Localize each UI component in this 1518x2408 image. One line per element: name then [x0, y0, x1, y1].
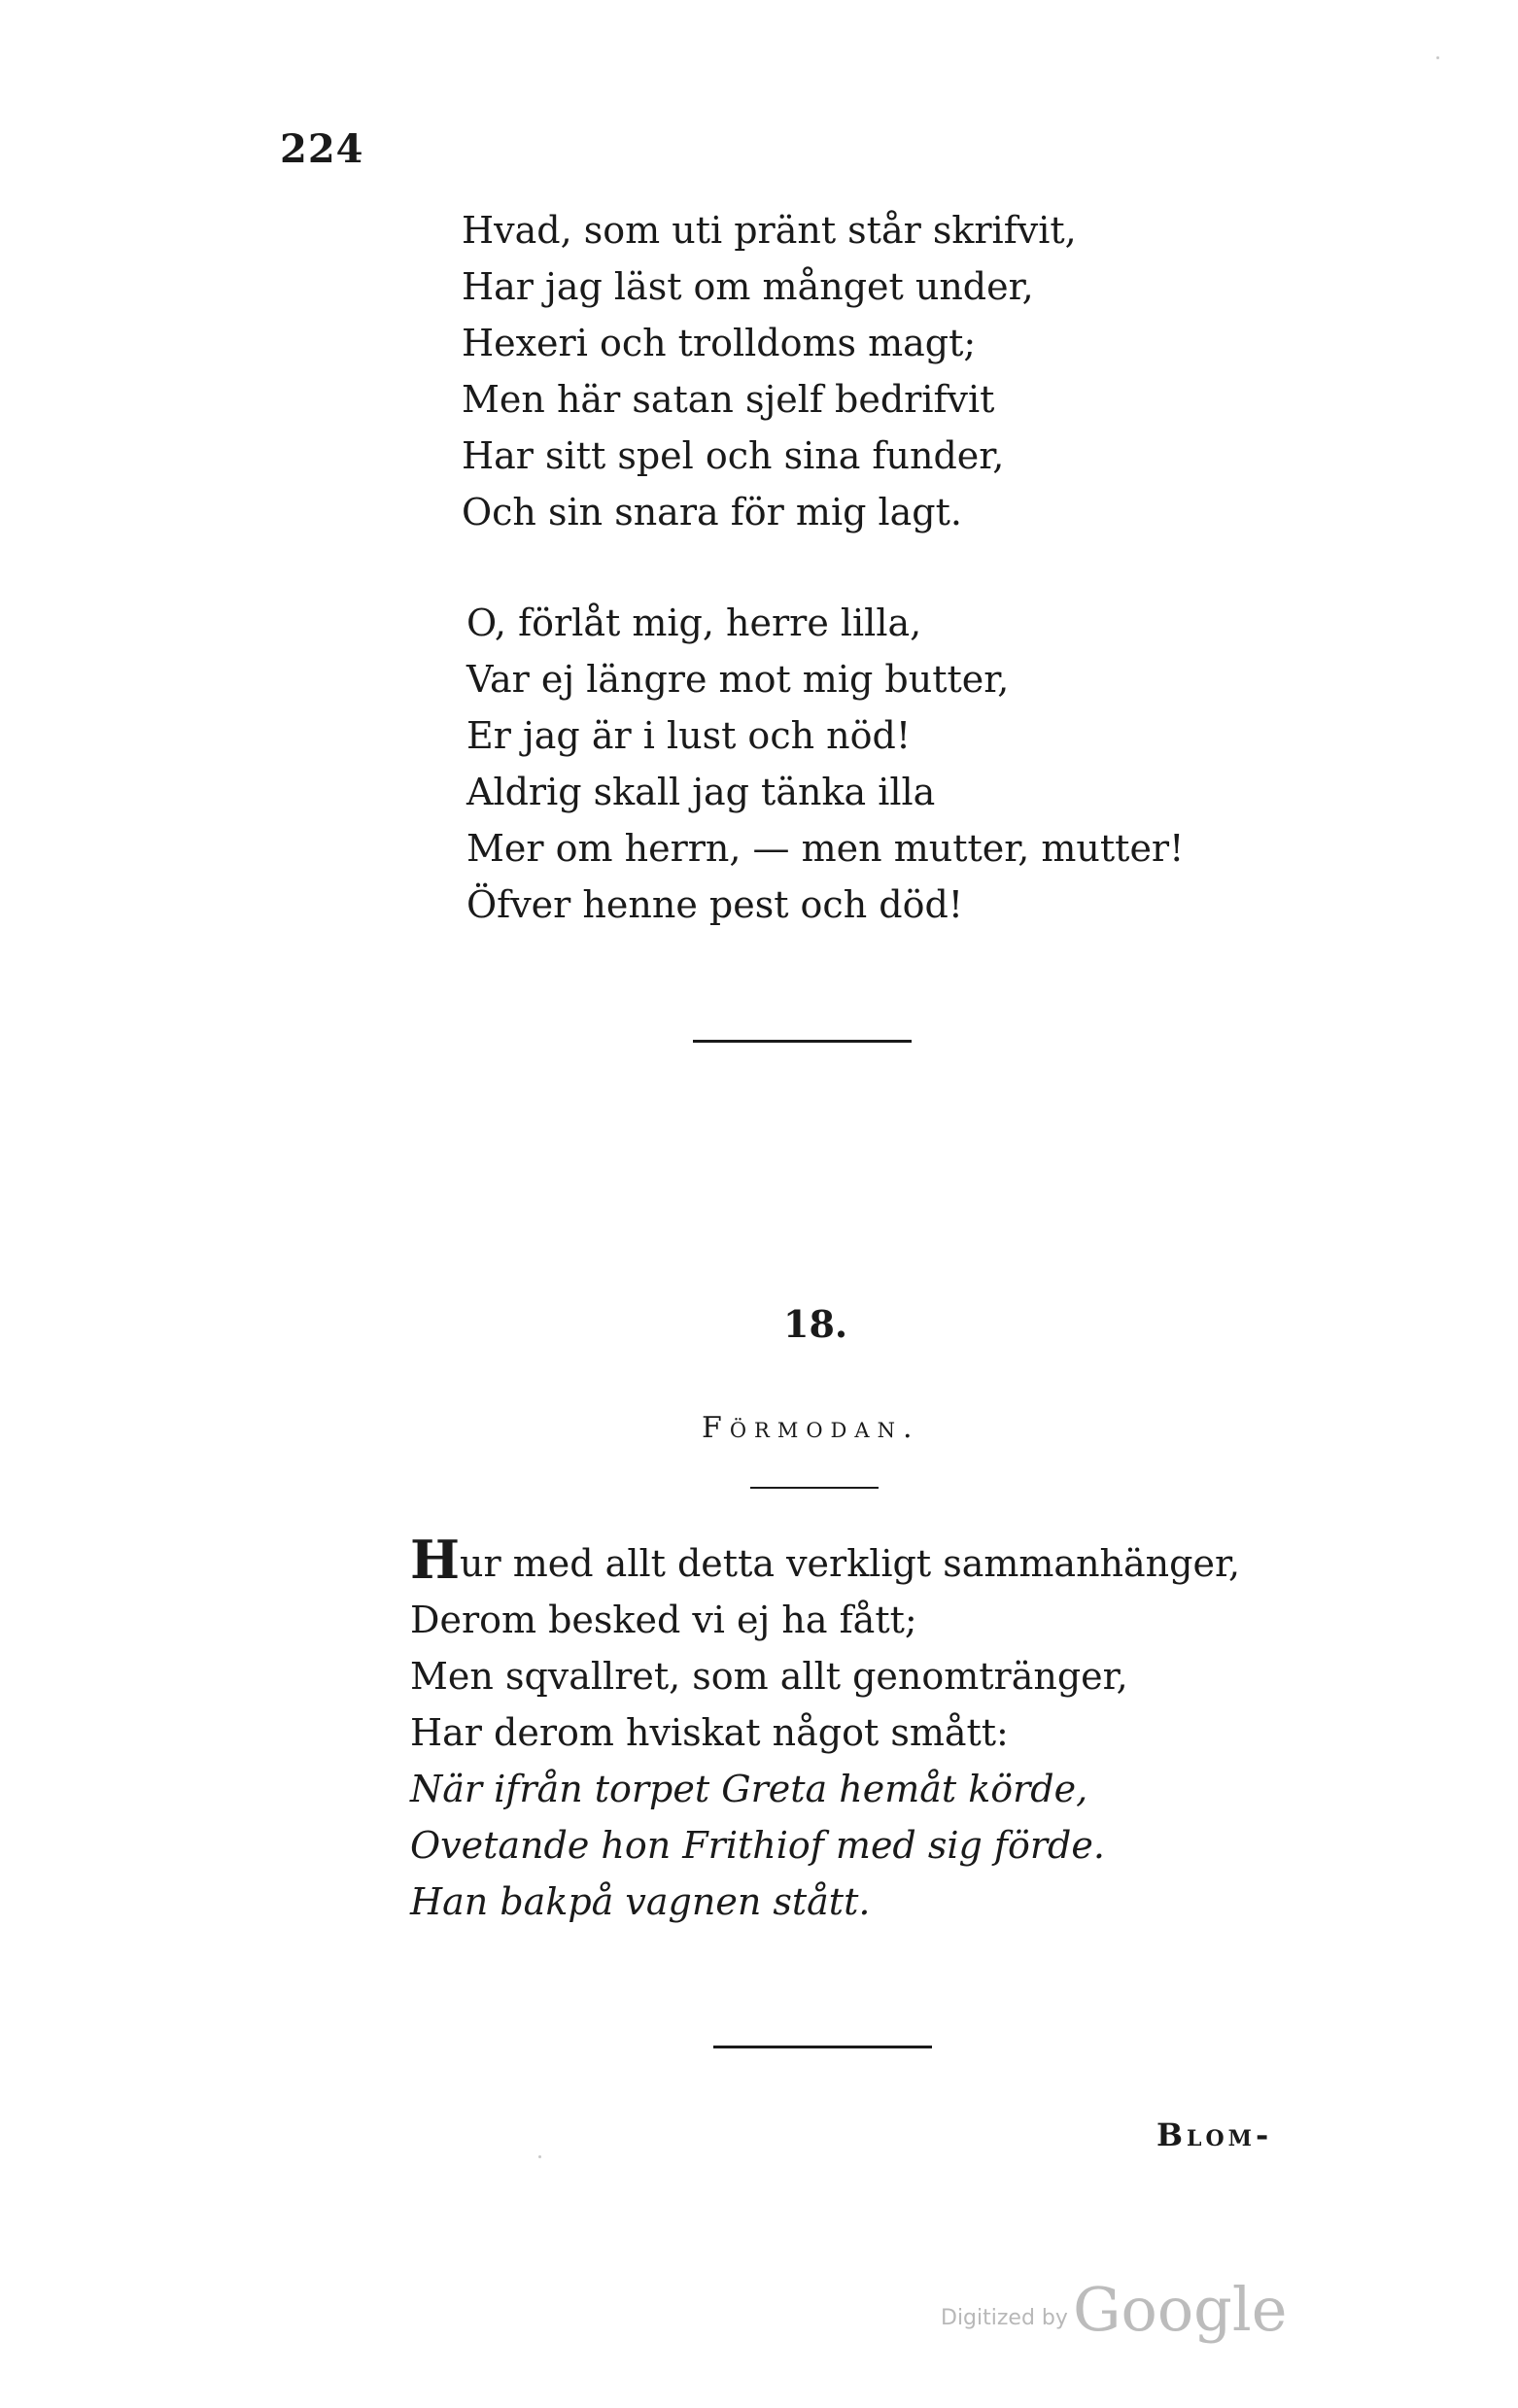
verse-line-italic: Ovetande hon Frithiof med sig förde.: [410, 1824, 1105, 1867]
stanza-1: [462, 202, 1077, 540]
catchword: Blom-: [1156, 2116, 1273, 2153]
verse-line: Var ej längre mot mig butter,: [466, 658, 1010, 701]
verse-line: Hexeri och trolldoms magt;: [462, 322, 977, 364]
poem-number: 18.: [783, 1302, 848, 1346]
verse-line: Öfver henne pest och död!: [466, 883, 964, 926]
verse-line: Har jag läst om månget under,: [462, 265, 1034, 308]
poem-title: Förmodan.: [702, 1411, 920, 1445]
verse-line: Har sitt spel och sina funder,: [462, 434, 1005, 477]
drop-cap: H: [410, 1529, 461, 1591]
verse-line: O, förlåt mig, herre lilla,: [466, 602, 922, 644]
verse-line: Mer om herrn, — men mutter, mutter!: [466, 827, 1185, 870]
stanza-2: [466, 595, 1184, 933]
verse-line-italic: Han bakpå vagnen stått.: [410, 1880, 871, 1923]
verse-line: Har derom hviskat något smått:: [410, 1711, 1009, 1754]
title-divider: [750, 1487, 879, 1489]
paper-speck: [538, 2155, 541, 2158]
verse-line-first: [410, 1529, 1241, 1592]
paper-speck: [1436, 56, 1439, 59]
watermark-brand: Google: [1073, 2274, 1288, 2345]
poem-stanza: [410, 1529, 1241, 1930]
watermark-prefix: Digitized by: [941, 2306, 1068, 2330]
verse-line: Men här satan sjelf bedrifvit: [462, 378, 995, 421]
verse-line: Aldrig skall jag tänka illa: [466, 771, 936, 813]
page-number: 224: [280, 126, 364, 172]
end-divider: [713, 2046, 932, 2048]
section-divider: [693, 1040, 912, 1043]
verse-line: Hvad, som uti pränt står skrifvit,: [462, 209, 1077, 252]
verse-line: Och sin snara för mig lagt.: [462, 491, 962, 533]
verse-line: Men sqvallret, som allt genomtränger,: [410, 1655, 1128, 1698]
digitized-watermark: [941, 2274, 1287, 2345]
verse-line-rest: ur med allt detta verkligt sammanhänger,: [460, 1542, 1241, 1585]
verse-line: Derom besked vi ej ha fått;: [410, 1599, 917, 1641]
verse-line-italic: När ifrån torpet Greta hemåt körde,: [410, 1768, 1088, 1810]
verse-line: Er jag är i lust och nöd!: [466, 714, 912, 757]
